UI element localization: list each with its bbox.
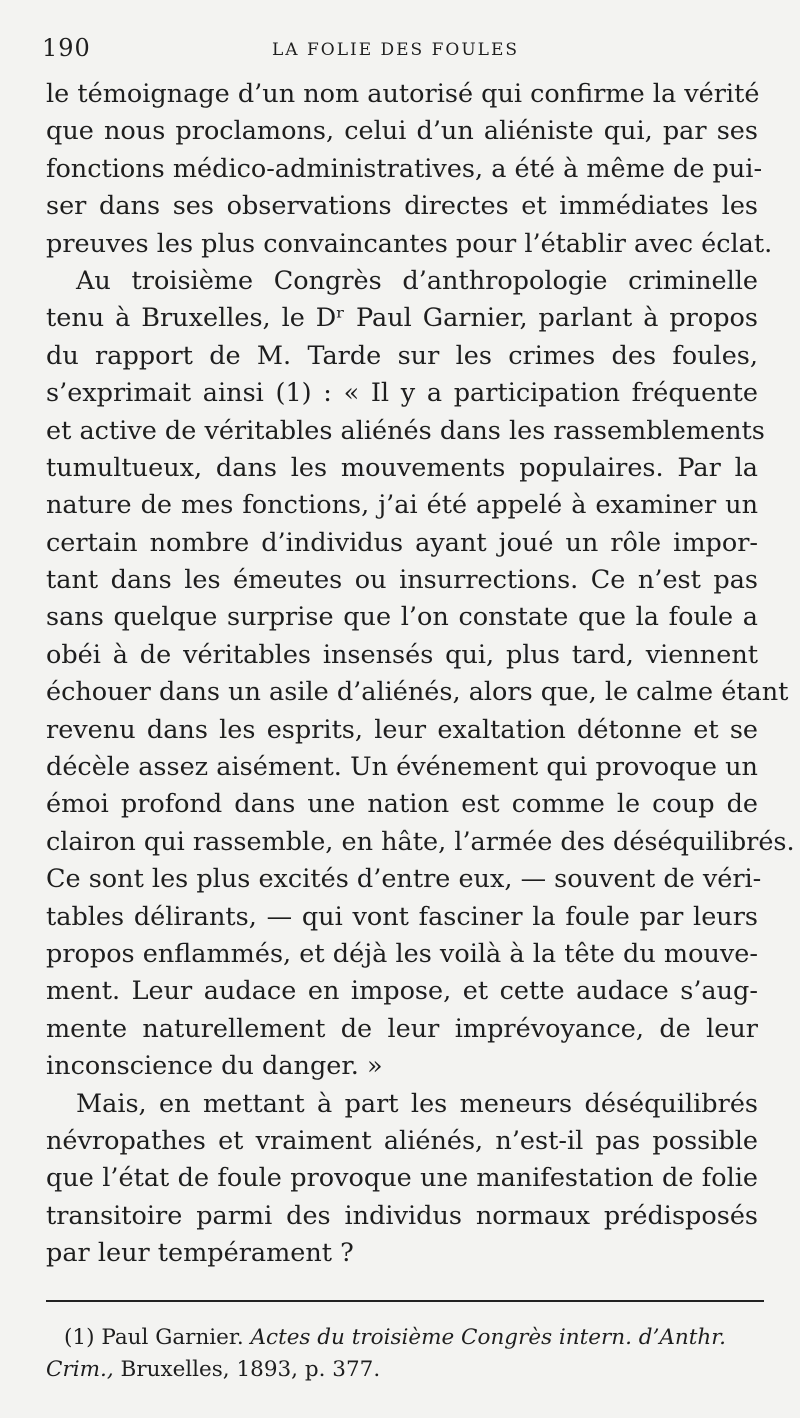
footnote	[46, 1322, 764, 1386]
footnote-marker: (1)	[64, 1325, 95, 1350]
footnote-line	[46, 1354, 764, 1386]
text-line: du rapport de M. Tarde sur les crimes des foules,	[46, 340, 758, 371]
text-line: inconscience du danger. »	[46, 1051, 383, 1082]
text-line: que l’état de foule provoque une manifestation de folie	[46, 1163, 758, 1194]
text-line: tumultueux, dans les mouvements populaires. Par la	[46, 452, 758, 483]
text-line: s’exprimait ainsi (1) : « Il y a participation fréquente	[46, 378, 758, 409]
footnote-title: Actes du troisième Congrès intern. d’Anthr.	[250, 1325, 727, 1350]
text-line: transitoire parmi des individus normaux prédisposés	[46, 1200, 758, 1231]
text-line: le témoignage d’un nom autorisé qui confirme la vérité	[46, 79, 760, 109]
running-title: LA FOLIE DES FOULES	[272, 40, 520, 60]
text-line: propos enflammés, et déjà les voilà à la tête du mouve-	[46, 938, 758, 969]
footnote-author: Paul Garnier.	[101, 1325, 244, 1350]
text-line: par leur tempérament ?	[46, 1238, 354, 1269]
body-text	[46, 76, 795, 1273]
text-line: échouer dans un asile d’aliénés, alors que, le calme étant	[46, 677, 789, 708]
text-line: nature de mes fonctions, j’ai été appelé à examiner un	[46, 490, 758, 521]
text-line: ment. Leur audace en impose, et cette audace s’aug-	[46, 976, 758, 1007]
text-line: Mais, en mettant à part les meneurs déséquilibrés	[76, 1088, 758, 1119]
text-line: décèle assez aisément. Un événement qui provoque un	[46, 752, 758, 783]
text-line: tables délirants, — qui vont fasciner la foule par leurs	[46, 901, 758, 932]
text-line: ser dans ses observations directes et immédiates les	[46, 191, 758, 222]
text-line: sans quelque surprise que l’on constate que la foule a	[46, 602, 758, 633]
text-line: Ce sont les plus excités d’entre eux, — souvent de véri-	[46, 864, 762, 895]
footnote-line	[46, 1322, 764, 1354]
text-line: émoi profond dans une nation est comme le coup de	[46, 789, 758, 820]
text-line: fonctions médico-administratives, a été à même de pui-	[46, 153, 763, 184]
text-line: revenu dans les esprits, leur exaltation détonne et se	[46, 714, 758, 745]
text-line: névropathes et vraiment aliénés, n’est-il pas possible	[46, 1125, 758, 1156]
text-line: que nous proclamons, celui d’un aliéniste qui, par ses	[46, 116, 758, 147]
text-line: preuves les plus convaincantes pour l’établir avec éclat.	[46, 228, 773, 259]
running-head	[42, 34, 752, 68]
footnote-citation: Bruxelles, 1893, p. 377.	[120, 1357, 381, 1382]
footnote-rule	[46, 1300, 764, 1302]
text-line: obéi à de véritables insensés qui, plus tard, viennent	[46, 639, 758, 670]
text-line: mente naturellement de leur imprévoyance, de leur	[46, 1013, 758, 1044]
text-line: tenu à Bruxelles, le Dʳ Paul Garnier, parlant à propos	[46, 303, 758, 334]
text-line: certain nombre d’individus ayant joué un rôle impor-	[46, 527, 758, 558]
page-number: 190	[42, 34, 91, 62]
text-line: et active de véritables aliénés dans les rassemblements	[46, 415, 765, 446]
footnote-title-cont: Crim.,	[46, 1357, 114, 1382]
text-line: Au troisième Congrès d’anthropologie criminelle	[76, 265, 758, 296]
text-line: tant dans les émeutes ou insurrections. Ce n’est pas	[46, 565, 758, 596]
text-line: clairon qui rassemble, en hâte, l’armée des déséquilibrés.	[46, 826, 795, 857]
